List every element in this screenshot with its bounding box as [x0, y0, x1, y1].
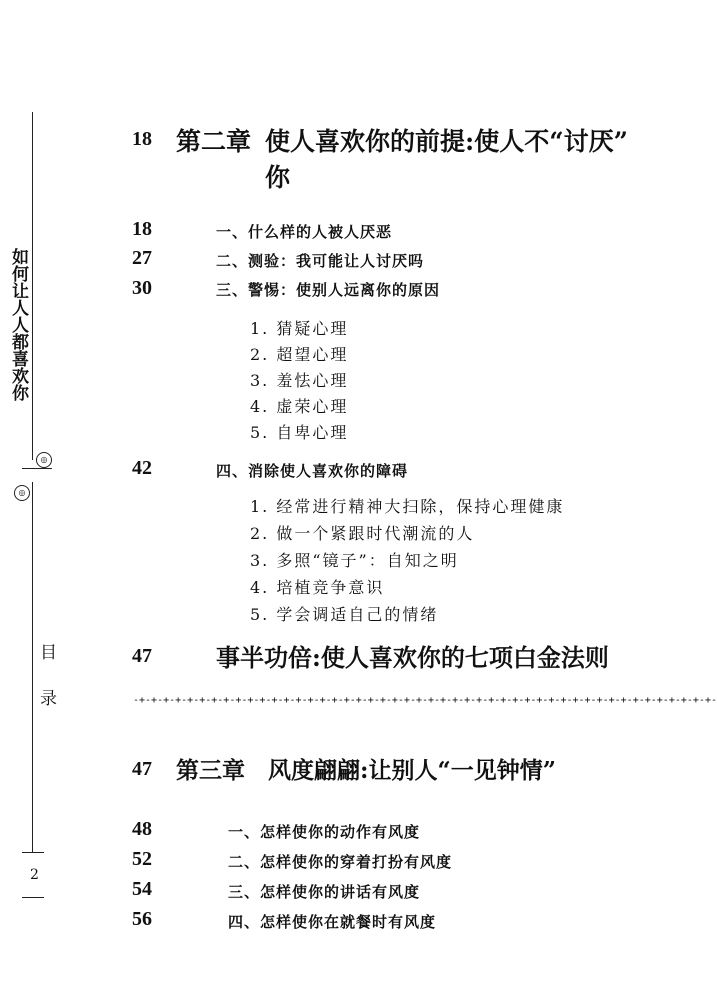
toc-section-title: 一、什么样的人被人厌恶: [216, 223, 393, 241]
toc-section-title: 二、怎样使你的穿着打扮有风度: [228, 853, 453, 871]
ornament-icon: ◎: [14, 485, 30, 501]
toc-subsection: 4. 虚荣心理: [250, 397, 349, 416]
toc-subsection: 5. 自卑心理: [250, 423, 349, 442]
ornament-icon: ◎: [36, 452, 52, 468]
toc-page-number: 52: [132, 848, 152, 870]
toc-page-number: 30: [132, 277, 152, 299]
margin-tick-1: [22, 468, 52, 469]
toc-page-number: 56: [132, 908, 152, 930]
toc-special-section: 事半功倍:使人喜欢你的七项白金法则: [216, 643, 609, 672]
toc-section-title: 四、消除使人喜欢你的障碍: [216, 462, 409, 480]
toc-page-number: 18: [132, 218, 152, 240]
book-title: 如何让人人都喜欢你: [8, 248, 28, 401]
toc-page-number: 48: [132, 818, 152, 840]
toc-subsection: 1. 猜疑心理: [250, 319, 349, 338]
chapter-page-number: 18: [132, 128, 152, 150]
toc-section-title: 一、怎样使你的动作有风度: [228, 823, 421, 841]
chapter-label: 第二章: [176, 127, 252, 156]
chapter-label: 第三章: [176, 757, 245, 784]
toc-section-title: 三、怎样使你的讲话有风度: [228, 883, 421, 901]
toc-section-title: 三、警惕：使别人远离你的原因: [216, 281, 441, 299]
margin-tick-3: [22, 897, 44, 898]
chapter-title-continued: 你: [265, 163, 291, 192]
margin-tick-2: [22, 852, 44, 853]
chapter-page-number: 47: [132, 758, 152, 780]
toc-subsection: 1. 经常进行精神大扫除，保持心理健康: [250, 497, 565, 516]
toc-subsection: 5. 学会调适自己的情绪: [250, 605, 439, 624]
toc-subsection: 2. 超望心理: [250, 345, 349, 364]
section-label-mu: 目: [40, 643, 57, 663]
section-label-lu: 录: [40, 689, 57, 709]
dotted-separator: -+-+-+-+-+-+-+-+-+-+-+-+-+-+-+-+-+-+-+-+-+-+-+-+-+-+-+-+-+-+-+-+-+-+-+-+-+-+-+-+-+-+-+-+-+-+-+-+-: [133, 695, 717, 706]
toc-section-title: 四、怎样使你在就餐时有风度: [228, 913, 437, 931]
page-number: 2: [30, 867, 39, 883]
toc-subsection: 4. 培植竞争意识: [250, 578, 385, 597]
toc-page-number: 27: [132, 247, 152, 269]
chapter-title: 风度翩翩:让别人“一见钟情”: [268, 757, 556, 784]
toc-page-number: 47: [132, 645, 152, 667]
margin-rule-lower: [32, 482, 33, 852]
toc-section-title: 二、测验：我可能让人讨厌吗: [216, 252, 425, 270]
margin-rule-upper: [32, 112, 33, 460]
toc-page-number: 42: [132, 457, 152, 479]
toc-subsection: 3. 羞怯心理: [250, 371, 349, 390]
toc-subsection: 2. 做一个紧跟时代潮流的人: [250, 524, 475, 543]
toc-subsection: 3. 多照“镜子”：自知之明: [250, 551, 459, 570]
chapter-title: 使人喜欢你的前提:使人不“讨厌”: [265, 127, 628, 156]
toc-page-number: 54: [132, 878, 152, 900]
